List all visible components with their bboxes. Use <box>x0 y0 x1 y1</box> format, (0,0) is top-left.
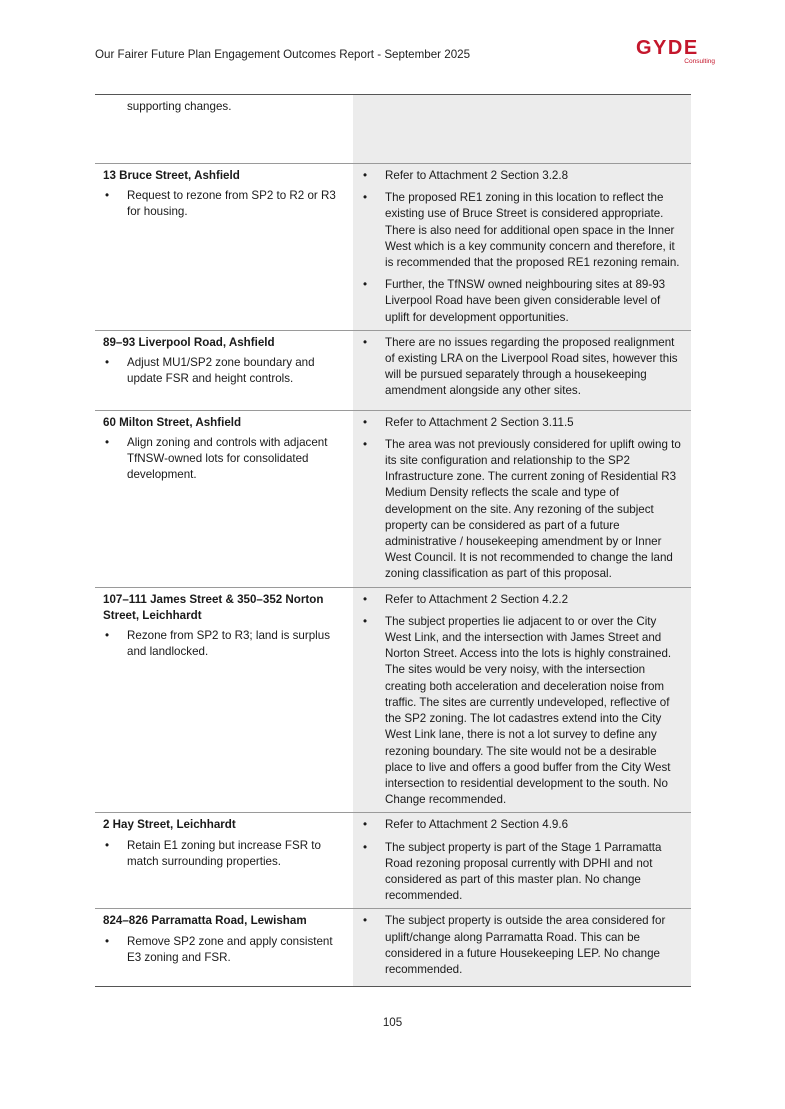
continued-request-cell <box>95 95 353 164</box>
request-cell <box>95 813 353 909</box>
site-address: 60 Milton Street, Ashfield <box>103 415 242 429</box>
response-bullet: • The subject properties lie adjacent to or over the City West Link, and the intersection with James Street and Norton Street. Access into the lots is highly constrained. The sites would be very noisy, with the intersection creating both acceleration and deceleration noise from traffic. The sites are currently undeveloped, reflective of the SP2 zoning. The lot cadastres extend into the City West Link lane, there is not a lot survey to define any rezoning boundary. The site would not be a desirable place to live and offers a good buffer from the City West intersection to residential development to the south. No Change recommended. <box>361 614 683 808</box>
request-cell <box>95 330 353 410</box>
request-bullet: • Retain E1 zoning but increase FSR to match surrounding properties. <box>103 838 345 870</box>
request-cell <box>95 587 353 813</box>
response-cell <box>353 587 691 813</box>
table-row <box>95 813 691 909</box>
response-bullet: • There are no issues regarding the proposed realignment of existing LRA on the Liverpool Road sites, however this will be pursued separately through a housekeeping amendment alongside any other sites. <box>361 335 683 400</box>
site-address: 107–111 James Street & 350–352 Norton Street, Leichhardt <box>103 592 324 622</box>
response-cell <box>353 164 691 331</box>
continued-response-cell <box>353 95 691 164</box>
table-row <box>95 410 691 587</box>
response-bullet: • The subject property is part of the Stage 1 Parramatta Road rezoning proposal currently with DPHI and not considered as part of this master plan. No change recommended. <box>361 840 683 905</box>
table-row <box>95 909 691 987</box>
site-address: 89–93 Liverpool Road, Ashfield <box>103 335 275 349</box>
table-row <box>95 164 691 331</box>
request-bullet: • Remove SP2 zone and apply consistent E3 zoning and FSR. <box>103 934 345 966</box>
response-cell <box>353 330 691 410</box>
request-cell <box>95 410 353 587</box>
response-bullet: • The area was not previously considered for uplift owing to its site configuration and relationship to the SP2 Infrastructure zone. The current zoning of Residential R3 Medium Density reflects the scale and type of development on the site. Any rezoning of the subject property can be considered as part of a future administrative / housekeeping amendment by or Inner West Council. It is not recommended to change the land zoning classification as part of this proposal. <box>361 437 683 583</box>
site-address: 824–826 Parramatta Road, Lewisham <box>103 914 307 928</box>
response-bullet: • Further, the TfNSW owned neighbouring sites at 89-93 Liverpool Road have been given considerable level of uplift for development opportunities. <box>361 277 683 326</box>
logo-subtitle: Consulting <box>684 58 715 65</box>
site-address: 13 Bruce Street, Ashfield <box>103 169 240 182</box>
continued-text: supporting changes. <box>127 100 232 113</box>
response-bullet: • Refer to Attachment 2 Section 3.11.5 <box>361 415 683 431</box>
response-cell <box>353 410 691 587</box>
request-bullet: • Adjust MU1/SP2 zone boundary and update FSR and height controls. <box>103 355 345 387</box>
request-bullet: • Rezone from SP2 to R3; land is surplus and landlocked. <box>103 628 345 660</box>
response-bullet: • Refer to Attachment 2 Section 4.2.2 <box>361 592 683 608</box>
response-bullet: • The proposed RE1 zoning in this location to reflect the existing use of Bruce Street is considered appropriate. There is also need for additional open space in the Inner West which is a key community concern and therefore, it is recommended that the proposed RE1 rezoning remain. <box>361 190 683 271</box>
response-bullet: • Refer to Attachment 2 Section 3.2.8 <box>361 168 683 184</box>
page-number: 105 <box>382 1016 403 1029</box>
table-row <box>95 587 691 813</box>
response-cell <box>353 909 691 987</box>
site-address: 2 Hay Street, Leichhardt <box>103 818 236 832</box>
table-row-continuation <box>95 95 691 164</box>
logo-wordmark: GYDE <box>636 37 699 59</box>
response-bullet: • Refer to Attachment 2 Section 4.9.6 <box>361 817 683 833</box>
request-bullet: • Align zoning and controls with adjacent TfNSW-owned lots for consolidated development. <box>103 435 345 484</box>
response-cell <box>353 813 691 909</box>
request-cell <box>95 164 353 331</box>
table-row <box>95 330 691 410</box>
gyde-consulting-logo <box>636 38 728 68</box>
report-title: Our Fairer Future Plan Engagement Outcomes Report - September 2025 <box>95 48 471 61</box>
submissions-table <box>95 94 691 987</box>
response-bullet: • The subject property is outside the area considered for uplift/change along Parramatta Road. This can be considered in a future Housekeeping LEP. No change recommended. <box>361 913 683 978</box>
request-cell <box>95 909 353 987</box>
request-bullet: • Request to rezone from SP2 to R2 or R3 for housing. <box>103 188 345 220</box>
